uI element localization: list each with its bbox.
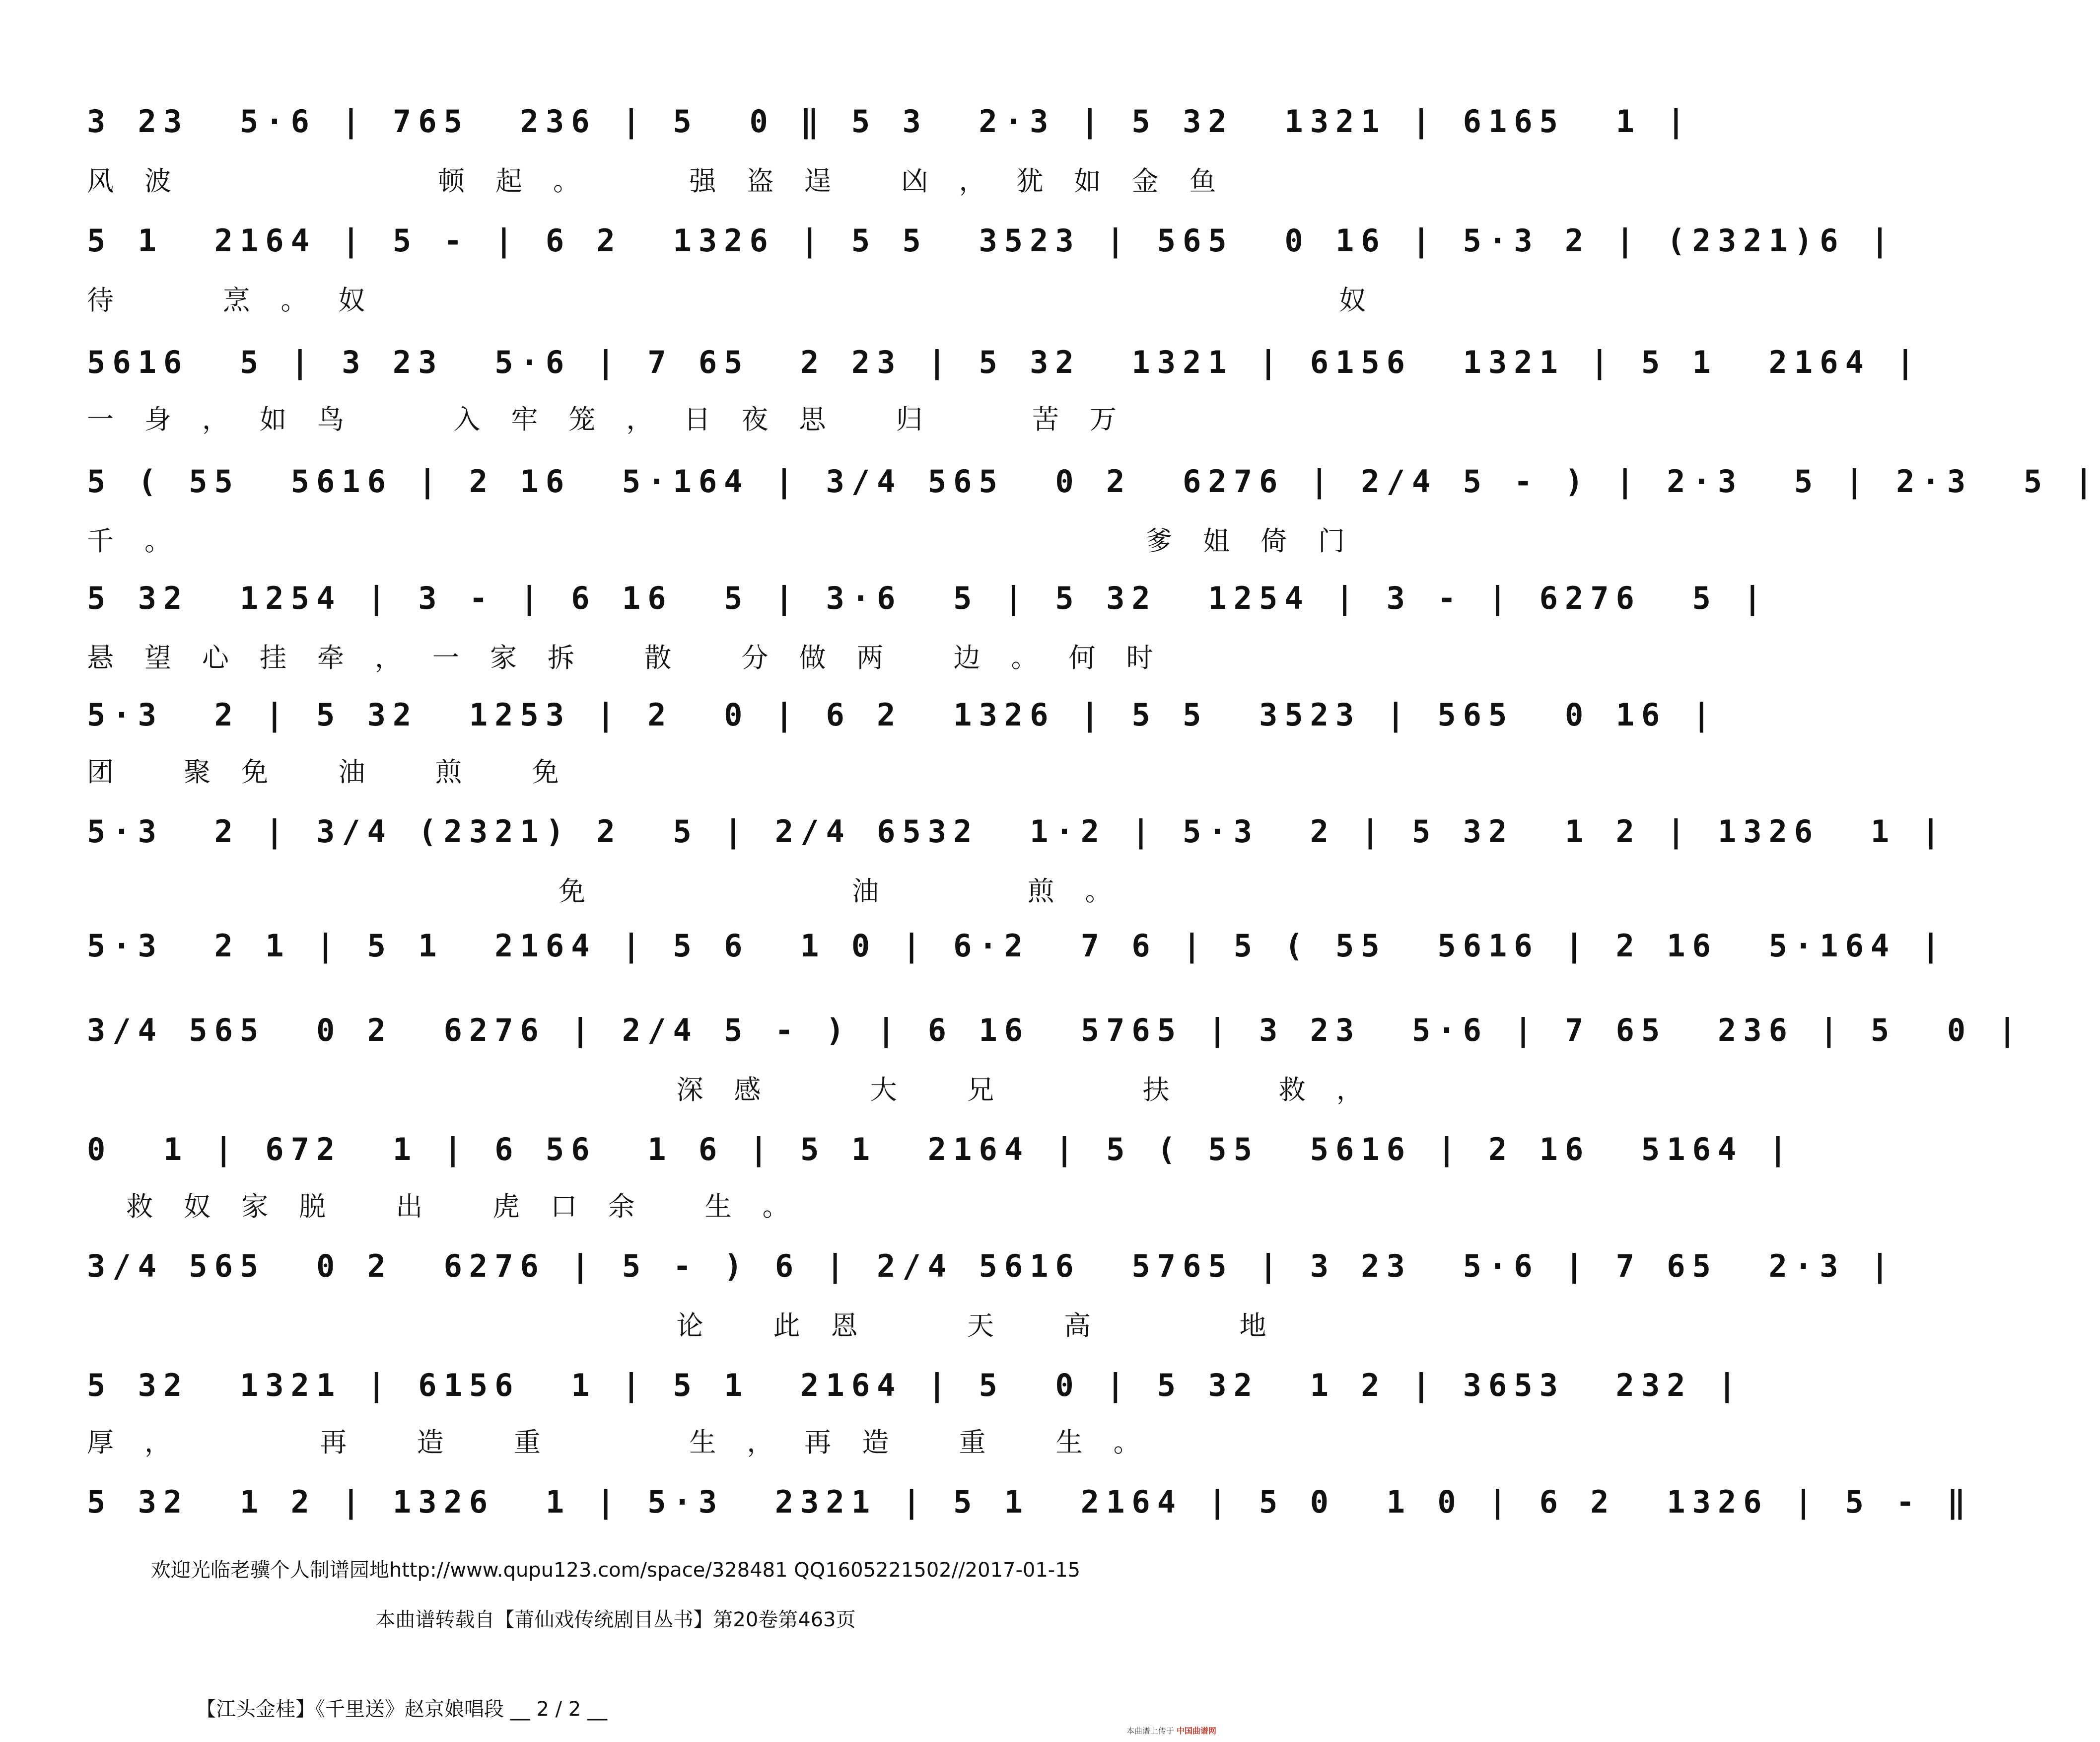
lyrics-line-9: 深感 大 兄 扶 救， [87,1074,1394,1105]
lyrics-line-1: 风波 顿起。 强盗逞 凶，犹如金鱼 [87,165,1247,197]
notation-system-11: 3/4 565 0 2 6276 | 5 - ) 6 | 2/4 5616 5765 | 3 23 5·6 | 7 65 2·3 | [87,1248,1896,1284]
watermark-text: 本曲谱上传于 [1126,1726,1174,1736]
lyrics-line-6: 团 聚免 油 煎 免 [87,756,590,788]
notation-system-1: 3 23 5·6 | 765 236 | 5 0 ‖ 5 3 2·3 | 5 32 1321 | 6165 1 | [87,103,1692,140]
watermark-brand: 中国曲谱网 [1176,1726,1216,1736]
lyrics-line-2: 待 烹。奴 奴 [87,285,1397,316]
notation-system-8: 5·3 2 1 | 5 1 2164 | 5 6 1 0 | 6·2 7 6 | 5 ( 55 5616 | 2 16 5·164 | [87,928,1947,964]
credit-line: 欢迎光临老骥个人制谱园地http://www.qupu123.com/space/328481 QQ1605221502//2017-01-15 [150,1559,1081,1582]
notation-system-10: 0 1 | 672 1 | 6 56 1 6 | 5 1 2164 | 5 ( 55 5616 | 2 16 5164 | [87,1131,1794,1167]
lyrics-line-4: 千。 爹姐倚门 [87,525,1376,557]
page-number: __ 2 / 2 __ [510,1698,607,1721]
piece-title: 【江头金桂】《千里送》赵京娘唱段 [196,1698,504,1721]
lyrics-line-10: 救奴家脱 出 虎口余 生。 [87,1191,820,1222]
notation-system-4: 5 ( 55 5616 | 2 16 5·164 | 3/4 565 0 2 6276 | 2/4 5 - ) | 2·3 5 | 2·3 5 | [87,463,2100,500]
lyrics-line-11: 论 此恩 天 高 地 [87,1310,1297,1341]
notation-system-12: 5 32 1321 | 6156 1 | 5 1 2164 | 5 0 | 5 32 1 2 | 3653 232 | [87,1367,1744,1403]
site-watermark [1126,1725,1216,1736]
lyrics-line-3: 一身，如鸟 入牢笼，日夜思 归 苦万 [87,404,1147,435]
lyrics-line-7: 免 油 煎。 [87,875,1143,907]
lyrics-line-5: 悬望心挂牵，一家拆 散 分做两 边。何时 [87,642,1184,673]
piece-title-line [196,1693,607,1722]
notation-system-2: 5 1 2164 | 5 - | 6 2 1326 | 5 5 3523 | 565 0 16 | 5·3 2 | (2321)6 | [87,222,1896,259]
notation-system-13: 5 32 1 2 | 1326 1 | 5·3 2321 | 5 1 2164 | 5 0 1 0 | 6 2 1326 | 5 - ‖ [87,1484,1973,1520]
notation-system-9: 3/4 565 0 2 6276 | 2/4 5 - ) | 6 16 5765 | 3 23 5·6 | 7 65 236 | 5 0 | [87,1012,2024,1048]
notation-system-5: 5 32 1254 | 3 - | 6 16 5 | 3·6 5 | 5 32 1254 | 3 - | 6276 5 | [87,580,1769,616]
notation-system-7: 5·3 2 | 3/4 (2321) 2 5 | 2/4 6532 1·2 | 5·3 2 | 5 32 1 2 | 1326 1 | [87,813,1947,850]
source-line: 本曲谱转载自【莆仙戏传统剧目丛书】第20卷第463页 [375,1608,856,1631]
notation-system-3: 5616 5 | 3 23 5·6 | 7 65 2 23 | 5 32 1321 | 6156 1321 | 5 1 2164 | [87,344,1922,380]
notation-system-6: 5·3 2 | 5 32 1253 | 2 0 | 6 2 1326 | 5 5 3523 | 565 0 16 | [87,697,1718,733]
lyrics-line-12: 厚， 再 造 重 生，再造 重 生。 [87,1427,1171,1458]
